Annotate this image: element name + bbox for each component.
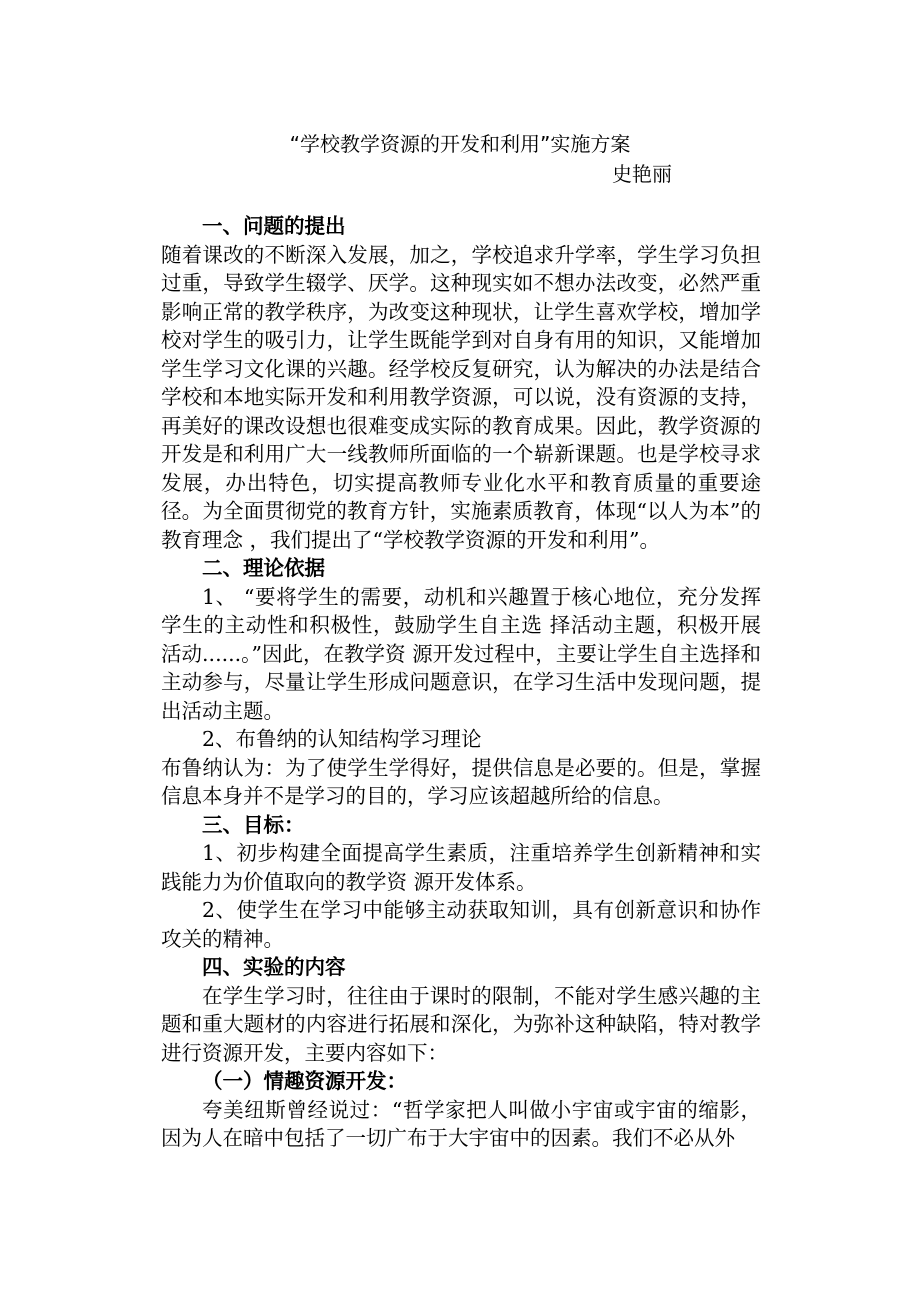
document-body	[161, 212, 761, 1153]
document-author: 史艳丽	[612, 162, 672, 186]
paragraph-content: 在学生学习时，往往由于课时的限制，不能对学生感兴趣的主题和重大题材的内容进行拓展和深化，为弥补这种缺陷，特对教学进行资源开发，主要内容如下：	[161, 983, 761, 1065]
document-title: “学校教学资源的开发和利用”实施方案	[289, 132, 631, 156]
section-heading-problem: 一、问题的提出	[202, 214, 346, 238]
paragraph-goal-2: 2、使学生在学习中能够主动获取知训，具有创新意识和协作攻关的精神。	[161, 898, 761, 951]
paragraph-theory-1: 1、 “要将学生的需要，动机和兴趣置于核心地位，充分发挥学生的主动性和积极性，鼓励学生自主选 择活动主题，积极开展活动......。”因此，在教学资 源开发过程中，主要让学生自主选择和主动参与，尽量让学生形成问题意识，在学习生活中发现问题，提出活动主题。	[161, 584, 761, 723]
section-heading-goals: 三、目标：	[202, 812, 305, 837]
subsection-heading-interest: （一）情趣资源开发：	[202, 1069, 407, 1093]
paragraph-theory-2-title: 2、布鲁纳的认知结构学习理论	[202, 727, 482, 751]
paragraph-goal-1: 1、初步构建全面提高学生素质，注重培养学生创新精神和实践能力为价值取向的教学资 源开发体系。	[161, 841, 761, 894]
paragraph-theory-2: 布鲁纳认为：为了使学生学得好，提供信息是必要的。但是，掌握信息本身并不是学习的目的，学习应该超越所给的信息。	[161, 755, 761, 808]
section-heading-content: 四、实验的内容	[202, 955, 346, 979]
paragraph-interest: 夸美纽斯曾经说过：“哲学家把人叫做小宇宙或宇宙的缩影，因为人在暗中包括了一切广布于大宇宙中的因素。我们不必从外	[161, 1097, 761, 1150]
paragraph-problem: 随着课改的不断深入发展，加之，学校追求升学率，学生学习负担过重，导致学生辍学、厌学。这种现实如不想办法改变，必然严重影响正常的教学秩序，为改变这种现状，让学生喜欢学校，增加学校对学生的吸引力，让学生既能学到对自身有用的知识，又能增加学生学习文化课的兴趣。经学校反复研究，认为解决的办法是结合学校和本地实际开发和利用教学资源，可以说，没有资源的支持，再美好的课改设想也很难变成实际的教育成果。因此，教学资源的开发是和利用广大一线教师所面临的一个崭新课题。也是学校寻求发展，办出特色，切实提高教师专业化水平和教育质量的重要途径。为全面贯彻党的教育方针，实施素质教育，体现“以人为本”的教育理念 ，我们提出了“学校教学资源的开发和利用”。	[161, 242, 761, 552]
section-heading-theory: 二、理论依据	[202, 556, 325, 580]
